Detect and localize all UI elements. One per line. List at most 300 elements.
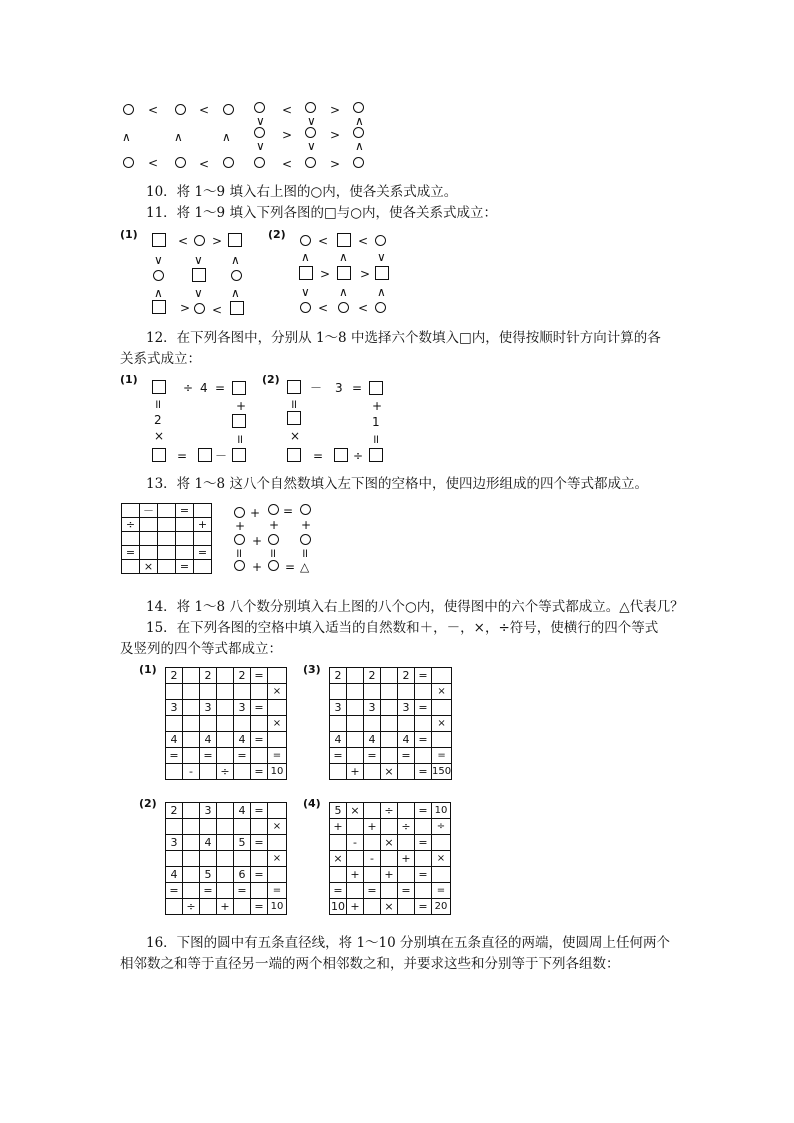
plus-sign: +: [372, 399, 383, 413]
grid-cell: [432, 668, 452, 684]
grid-cell: =: [251, 668, 268, 684]
square: [337, 266, 351, 280]
triangle-icon: △: [300, 560, 310, 574]
equals-sign-vertical: ॥: [290, 397, 298, 411]
grid-row: [330, 700, 452, 716]
square: [334, 448, 348, 462]
grid-cell: 3: [364, 700, 381, 716]
grid-cell: =: [268, 748, 287, 764]
square: [375, 266, 389, 280]
grid-cell: [200, 684, 217, 700]
label-1: (1): [120, 373, 138, 386]
circle: [300, 235, 311, 246]
grid-cell: [217, 851, 234, 867]
wedge-sign: ∧: [231, 253, 240, 267]
grid-cell: [200, 819, 217, 835]
grid-cell: [381, 716, 398, 732]
divide-sign: ÷: [183, 381, 194, 395]
grid-cell: [347, 883, 364, 899]
grid-cell: [140, 518, 158, 532]
grid-cell: +: [398, 851, 415, 867]
grid-cell: =: [200, 883, 217, 899]
vee-sign: ∨: [307, 139, 316, 153]
grid-row: [330, 732, 452, 748]
grid-cell: =: [415, 764, 432, 780]
wedge-sign: ∧: [154, 286, 163, 300]
grid-cell: [398, 835, 415, 851]
grid-row: [122, 560, 212, 574]
square: [152, 233, 166, 247]
grid-cell: [330, 835, 347, 851]
vee-sign: ∨: [194, 253, 203, 267]
grid-cell: =: [176, 504, 194, 518]
grid-cell: [415, 716, 432, 732]
vee-sign: ∨: [256, 139, 265, 153]
grid-row: [330, 668, 452, 684]
wedge-sign: ∧: [355, 139, 364, 153]
divide-sign: ÷: [353, 449, 364, 463]
grid-cell: [183, 748, 200, 764]
grid-cell: [347, 684, 364, 700]
grid-cell: +: [217, 899, 234, 915]
grid-cell: =: [330, 748, 347, 764]
grid-cell: 3: [330, 700, 347, 716]
grid-cell: 10: [331, 899, 345, 913]
grid-cell: [381, 851, 398, 867]
grid-row: [330, 835, 451, 851]
grid-q15-3: [329, 667, 452, 780]
question-16-line2: 相邻数之和等于直径另一端的两个相邻数之和，并要求这些和分别等于下列各组数：: [120, 956, 620, 972]
grid-cell: [347, 732, 364, 748]
grid-cell: [251, 716, 268, 732]
grid-cell: [217, 716, 234, 732]
vee-sign: ∨: [194, 286, 203, 300]
circle: [353, 102, 364, 113]
grid-cell: [158, 546, 176, 560]
minus-sign: －: [215, 449, 228, 463]
grid-cell: ÷: [122, 518, 140, 532]
grid-cell: 2: [398, 668, 415, 684]
grid-cell: [381, 668, 398, 684]
grid-cell: [347, 748, 364, 764]
grid-cell: +: [330, 819, 347, 835]
circle: [375, 302, 386, 313]
grid-cell: [415, 851, 432, 867]
grid-cell: [398, 764, 415, 780]
grid-cell: [183, 668, 200, 684]
less-than-sign: <: [318, 301, 329, 315]
grid-row: [122, 532, 212, 546]
circle: [338, 302, 349, 313]
circle: [300, 534, 311, 545]
circle: [305, 127, 316, 138]
grid-cell: [183, 819, 200, 835]
grid-cell: =: [415, 803, 432, 819]
square: [198, 448, 212, 462]
grid-cell: [398, 899, 415, 915]
grid-row: [166, 700, 287, 716]
question-16-line1: 16．下图的圆中有五条直径线，将 1～10 分别填在五条直径的两端，使圆周上任何两个: [146, 935, 671, 951]
grid-cell: [268, 835, 287, 851]
grid-cell: ÷: [217, 764, 234, 780]
grid-cell: ×: [432, 716, 452, 732]
grid-cell: =: [251, 764, 268, 780]
grid-cell: [347, 668, 364, 684]
less-than-sign: <: [148, 156, 159, 170]
grid-cell: [183, 700, 200, 716]
grid-cell: ×: [381, 899, 398, 915]
label-1: (1): [139, 663, 157, 676]
grid-cell: [200, 764, 217, 780]
grid-cell: ×: [347, 803, 364, 819]
circle: [268, 504, 279, 515]
grid-row: [122, 518, 212, 532]
grid-cell: [158, 504, 176, 518]
grid-cell: [234, 851, 251, 867]
grid-cell: 3: [166, 835, 183, 851]
circle: [223, 157, 234, 168]
grid-cell: =: [251, 732, 268, 748]
grid-cell: [330, 716, 347, 732]
grid-cell: [432, 732, 452, 748]
grid-cell: [234, 764, 251, 780]
grid-cell: =: [398, 748, 415, 764]
grid-cell: [183, 803, 200, 819]
times-sign: ×: [290, 429, 301, 443]
grid-cell: [166, 899, 183, 915]
grid-cell: =: [176, 560, 194, 574]
equals-sign: =: [177, 449, 188, 463]
circle: [194, 303, 205, 314]
grid-cell: [194, 532, 212, 546]
grid-cell: [200, 899, 217, 915]
grid-row: [122, 546, 212, 560]
grid-row: [330, 899, 451, 915]
grid-cell: [364, 716, 381, 732]
grid-cell: [364, 764, 381, 780]
grid-cell: =: [194, 546, 212, 560]
grid-cell: [234, 899, 251, 915]
grid-cell: =: [251, 899, 268, 915]
grid-cell: =: [268, 883, 287, 899]
equals-sign-vertical: ॥: [372, 432, 380, 446]
square: [152, 448, 166, 462]
equals-sign-vertical: ॥: [236, 432, 244, 446]
grid-cell: ×: [268, 716, 287, 732]
label-3: (3): [303, 663, 321, 676]
equals-sign: =: [285, 560, 296, 574]
greater-than-sign: >: [330, 103, 341, 117]
grid-cell: ×: [268, 684, 287, 700]
grid-cell: ×: [381, 835, 398, 851]
number-four: 4: [200, 381, 208, 395]
question-15-line2: 及竖列的四个等式都成立：: [120, 641, 282, 657]
grid-cell: [183, 732, 200, 748]
plus-sign: +: [269, 518, 280, 532]
grid-row: [330, 883, 451, 899]
grid-cell: ÷: [381, 803, 398, 819]
grid-cell: =: [415, 732, 432, 748]
less-than-sign: <: [212, 303, 223, 317]
grid-cell: =: [166, 883, 183, 899]
circle: [153, 270, 164, 281]
grid-cell: [364, 835, 381, 851]
grid-cell: －: [140, 504, 158, 518]
question-11: 11．将 1～9 填入下列各图的□与○内，使各关系式成立：: [146, 205, 497, 221]
grid-cell: 4: [200, 732, 217, 748]
grid-cell: [217, 668, 234, 684]
equals-sign: =: [352, 381, 363, 395]
less-than-sign: <: [358, 234, 369, 248]
grid-cell: [217, 867, 234, 883]
grid-cell: 4: [234, 732, 251, 748]
grid-cell: =: [432, 883, 451, 899]
grid-cell: [217, 700, 234, 716]
grid-cell: ×: [432, 684, 452, 700]
grid-cell: [234, 684, 251, 700]
circle: [305, 102, 316, 113]
wedge-sign: ∧: [301, 250, 310, 264]
grid-cell: [122, 560, 140, 574]
greater-than-sign: >: [360, 267, 371, 281]
less-than-sign: <: [199, 103, 210, 117]
grid-cell: [251, 851, 268, 867]
label-2: (2): [262, 373, 280, 386]
grid-cell: 3: [398, 700, 415, 716]
grid-q15-2: [165, 802, 287, 915]
grid-cell: 4: [398, 732, 415, 748]
grid-cell: 4: [330, 732, 347, 748]
grid-cell: [122, 532, 140, 546]
plus-sign: +: [301, 518, 312, 532]
plus-sign: +: [250, 506, 261, 520]
grid-cell: =: [415, 700, 432, 716]
circle: [234, 534, 245, 545]
grid-cell: [251, 748, 268, 764]
grid-cell: =: [415, 668, 432, 684]
grid-row: [166, 835, 287, 851]
grid-cell: [330, 684, 347, 700]
question-12-line1: 12．在下列各图中，分别从 1～8 中选择六个数填入□内，使得按顺时针方向计算的各: [146, 330, 661, 346]
grid-cell: [217, 803, 234, 819]
grid-row: [166, 668, 287, 684]
less-than-sign: <: [318, 234, 329, 248]
grid-cell: 10: [432, 803, 451, 819]
less-than-sign: <: [178, 234, 189, 248]
grid-cell: [166, 851, 183, 867]
vee-sign: ∨: [154, 253, 163, 267]
equals-sign-vertical: ॥: [301, 546, 309, 560]
grid-cell: [364, 803, 381, 819]
grid-cell: [347, 851, 364, 867]
label-2: (2): [139, 797, 157, 810]
wedge-sign: ∧: [377, 285, 386, 299]
grid-cell: [158, 560, 176, 574]
grid-cell: =: [234, 883, 251, 899]
grid-row: [166, 867, 287, 883]
grid-row: [166, 684, 287, 700]
grid-cell: =: [251, 835, 268, 851]
square: [337, 233, 351, 247]
circle: [375, 235, 386, 246]
grid-cell: 2: [166, 803, 183, 819]
grid-cell: [381, 748, 398, 764]
less-than-sign: <: [199, 157, 210, 171]
plus-sign: +: [235, 519, 246, 533]
grid-cell: =: [251, 867, 268, 883]
label-2: (2): [268, 228, 286, 241]
grid-cell: ×: [268, 819, 287, 835]
grid-cell: 2: [166, 668, 183, 684]
less-than-sign: <: [358, 301, 369, 315]
equals-sign-vertical: ॥: [269, 546, 277, 560]
circle: [300, 302, 311, 313]
circle: [223, 104, 234, 115]
grid-row: [166, 716, 287, 732]
plus-sign: +: [252, 534, 263, 548]
number-three: 3: [335, 381, 343, 395]
grid-cell: +: [194, 518, 212, 532]
square: [232, 448, 246, 462]
grid-cell: =: [251, 700, 268, 716]
circle: [254, 157, 265, 168]
greater-than-sign: >: [320, 267, 331, 281]
grid-cell: [194, 504, 212, 518]
grid-cell: [268, 732, 287, 748]
equals-sign-vertical: ॥: [235, 546, 243, 560]
grid-cell: [268, 803, 287, 819]
grid-cell: -: [364, 851, 381, 867]
grid-cell: 5: [234, 835, 251, 851]
vee-sign: ∨: [301, 285, 310, 299]
grid-cell: +: [364, 819, 381, 835]
square: [228, 233, 242, 247]
grid-row: [330, 764, 452, 780]
grid-cell: 3: [234, 700, 251, 716]
square: [232, 381, 246, 395]
grid-cell: [183, 867, 200, 883]
greater-than-sign: >: [330, 157, 341, 171]
grid-cell: =: [251, 803, 268, 819]
grid-cell: [251, 684, 268, 700]
question-12-line2: 关系式成立：: [120, 351, 201, 367]
grid-cell: [194, 560, 212, 574]
question-14: 14．将 1～8 八个数分别填入右上图的八个○内，使得图中的六个等式都成立。△代表几？: [146, 599, 684, 615]
grid-cell: ÷: [183, 899, 200, 915]
plus-sign: +: [236, 399, 247, 413]
greater-than-sign: >: [212, 234, 223, 248]
plus-sign: +: [252, 560, 263, 574]
square: [232, 414, 246, 428]
grid-cell: 10: [268, 764, 287, 780]
grid-cell: +: [381, 867, 398, 883]
grid-cell: =: [166, 748, 183, 764]
grid-cell: [200, 716, 217, 732]
grid-row: [166, 851, 287, 867]
wedge-sign: ∧: [122, 130, 131, 144]
circle: [123, 157, 134, 168]
less-than-sign: <: [282, 157, 293, 171]
grid-cell: =: [364, 748, 381, 764]
grid-row: [166, 803, 287, 819]
grid-cell: [183, 835, 200, 851]
square: [369, 381, 383, 395]
square: [287, 448, 301, 462]
grid-cell: [381, 732, 398, 748]
equals-sign-vertical: ॥: [154, 397, 162, 411]
grid-cell: 4: [200, 835, 217, 851]
grid-cell: 20: [432, 899, 451, 915]
grid-cell: =: [200, 748, 217, 764]
circle: [234, 507, 245, 518]
grid-q15-1: [165, 667, 287, 780]
grid-cell: 3: [166, 700, 183, 716]
greater-than-sign: >: [330, 128, 341, 142]
vee-sign: ∨: [307, 114, 316, 128]
grid-cell: [122, 504, 140, 518]
grid-row: [122, 504, 212, 518]
vee-sign: ∨: [256, 114, 265, 128]
grid-cell: ×: [381, 764, 398, 780]
minus-sign: －: [310, 381, 323, 395]
grid-cell: [234, 819, 251, 835]
grid-cell: [364, 899, 381, 915]
label-1: (1): [120, 228, 138, 241]
circle: [175, 104, 186, 115]
square: [287, 411, 301, 425]
grid-cell: =: [398, 883, 415, 899]
circle: [254, 102, 265, 113]
grid-row: [330, 716, 452, 732]
grid-cell: +: [347, 764, 364, 780]
grid-row: [330, 851, 451, 867]
number-two: 2: [154, 413, 162, 427]
question-13: 13．将 1～8 这八个自然数填入左下图的空格中，使四边形组成的四个等式都成立。: [146, 476, 648, 492]
question-15-line1: 15．在下列各图的空格中填入适当的自然数和＋，－，×，÷符号，使横行的四个等式: [146, 620, 659, 636]
circle: [268, 560, 279, 571]
equals-sign: =: [313, 449, 324, 463]
grid-cell: [251, 819, 268, 835]
circle: [234, 560, 245, 571]
grid-cell: =: [415, 899, 432, 915]
grid-cell: 3: [200, 700, 217, 716]
circle: [175, 157, 186, 168]
grid-cell: 5: [330, 803, 347, 819]
grid-row: [166, 819, 287, 835]
grid-cell: 4: [364, 732, 381, 748]
grid-cell: [415, 883, 432, 899]
grid-cell: 4: [234, 803, 251, 819]
grid-cell: 10: [268, 899, 287, 915]
grid-cell: [251, 883, 268, 899]
grid-cell: -: [183, 764, 200, 780]
vee-sign: ∨: [377, 250, 386, 264]
grid-cell: [398, 684, 415, 700]
grid-cell: [381, 883, 398, 899]
grid-row: [166, 748, 287, 764]
grid-cell: 2: [364, 668, 381, 684]
label-4: (4): [303, 797, 321, 810]
circle: [353, 127, 364, 138]
square: [152, 380, 166, 394]
square: [299, 266, 313, 280]
grid-cell: [176, 546, 194, 560]
grid-cell: =: [415, 835, 432, 851]
grid-cell: [217, 684, 234, 700]
grid-cell: =: [432, 748, 452, 764]
grid-cell: [364, 867, 381, 883]
equals-sign: =: [283, 504, 294, 518]
